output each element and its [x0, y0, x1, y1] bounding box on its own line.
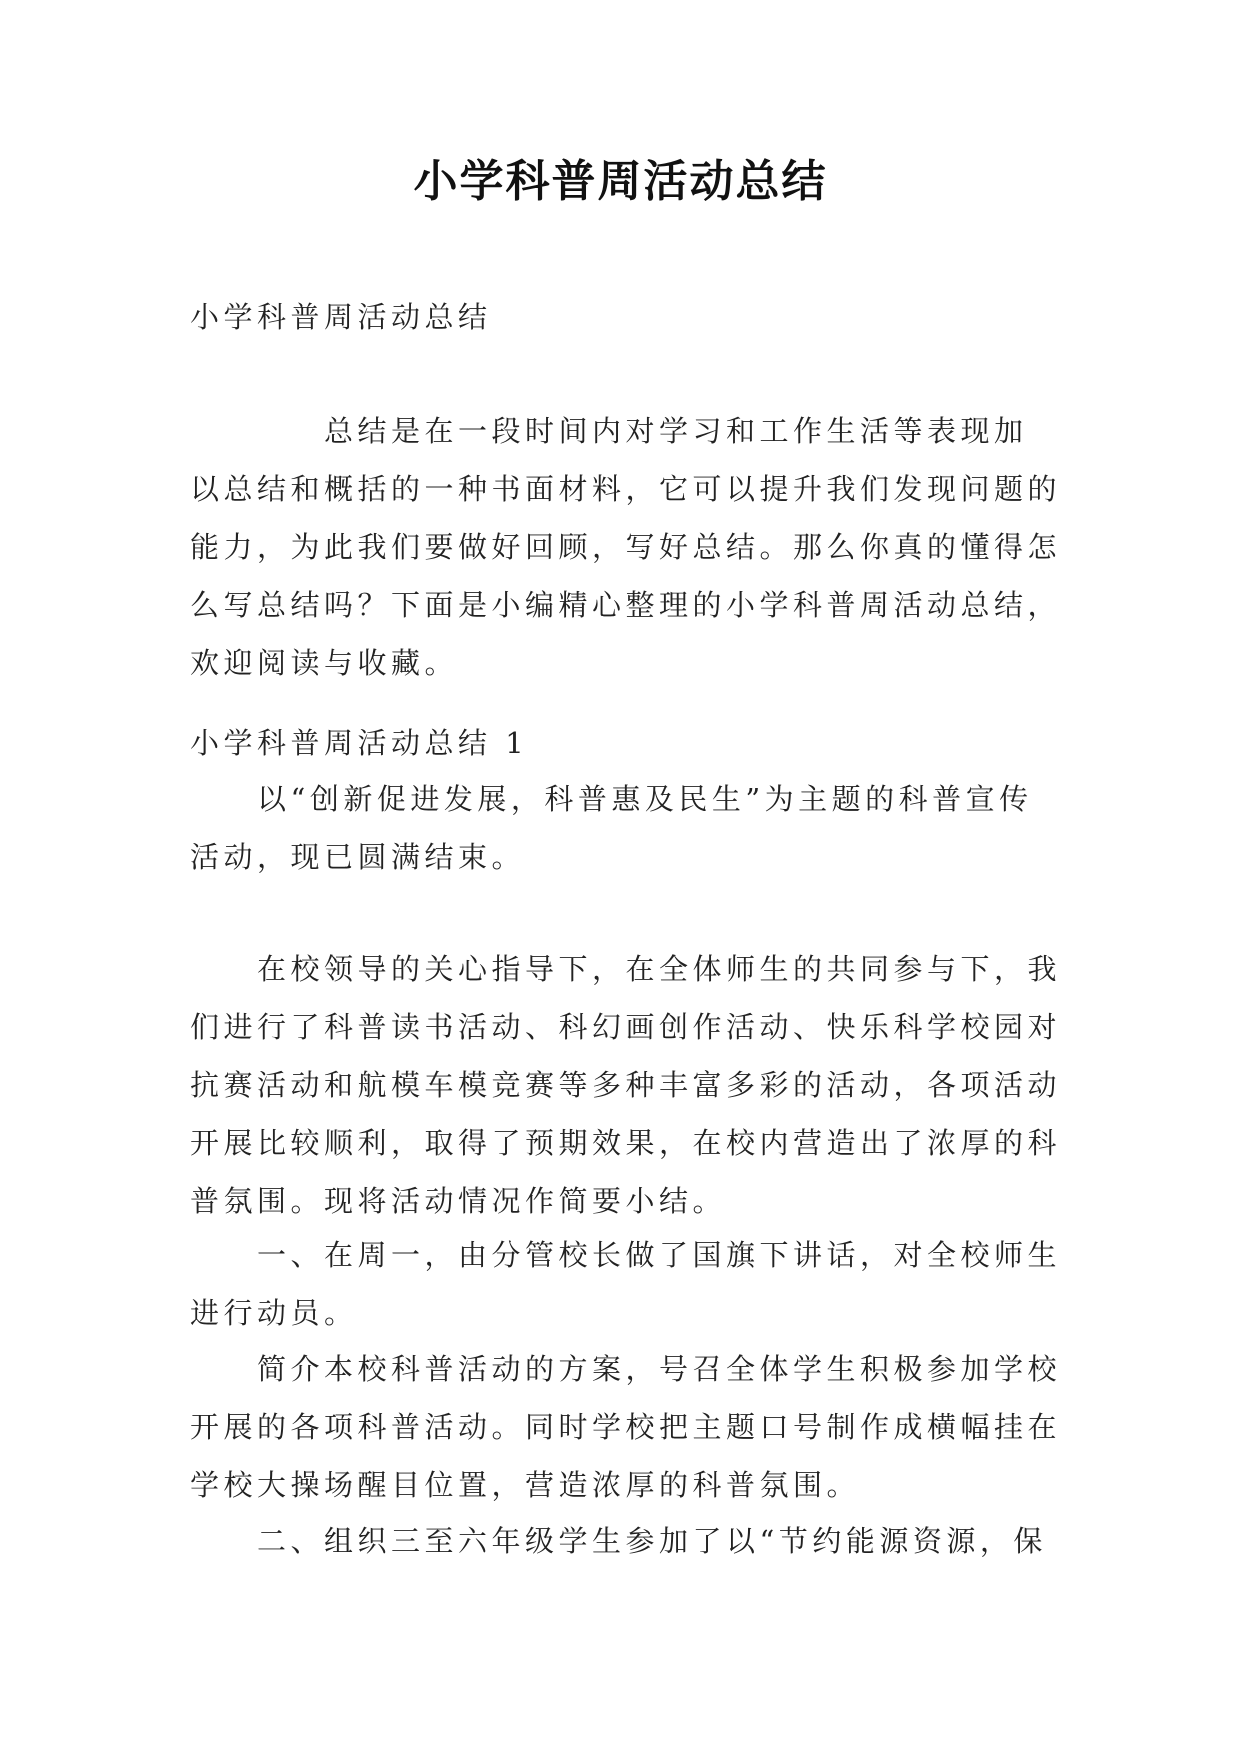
document-subtitle — [190, 288, 1050, 346]
paragraph-line: 开展比较顺利，取得了预期效果，在校内营造出了浓厚的科 — [190, 1126, 1062, 1160]
paragraph-line: 以“创新促进发展，科普惠及民生”为主题的科普宣传 — [190, 782, 1033, 816]
paragraph-line: 抗赛活动和航模车模竞赛等多种丰富多彩的活动，各项活动 — [190, 1068, 1062, 1102]
paragraph-5 — [190, 1512, 1050, 1570]
document-title: 小学科普周活动总结 — [413, 156, 828, 207]
paragraph-line: 活动，现已圆满结束。 — [190, 840, 526, 874]
intro-line: 以总结和概括的一种书面材料，它可以提升我们发现问题的 — [190, 472, 1062, 506]
intro-line: 么写总结吗？下面是小编精心整理的小学科普周活动总结， — [190, 588, 1062, 622]
paragraph-2 — [190, 940, 1062, 1230]
paragraph-3 — [190, 1226, 1062, 1342]
section-heading — [190, 714, 1050, 772]
paragraph-line: 们进行了科普读书活动、科幻画创作活动、快乐科学校园对 — [190, 1010, 1062, 1044]
paragraph-1 — [190, 770, 1050, 886]
paragraph-line: 简介本校科普活动的方案，号召全体学生积极参加学校 — [190, 1352, 1062, 1386]
intro-line: 能力，为此我们要做好回顾，写好总结。那么你真的懂得怎 — [190, 530, 1062, 564]
paragraph-line: 学校大操场醒目位置，营造浓厚的科普氛围。 — [190, 1468, 861, 1502]
paragraph-line: 在校领导的关心指导下，在全体师生的共同参与下，我 — [190, 952, 1062, 986]
paragraph-line: 一、在周一，由分管校长做了国旗下讲话，对全校师生 — [190, 1238, 1062, 1272]
paragraph-4 — [190, 1340, 1062, 1514]
intro-line: 欢迎阅读与收藏。 — [190, 646, 459, 680]
intro-paragraph — [190, 402, 1062, 692]
subtitle-line: 小学科普周活动总结 — [190, 300, 492, 334]
paragraph-line: 二、组织三至六年级学生参加了以“节约能源资源，保 — [190, 1524, 1047, 1558]
section-heading-line: 小学科普周活动总结 1 — [190, 726, 529, 760]
paragraph-line: 进行动员。 — [190, 1296, 358, 1330]
paragraph-line: 普氛围。现将活动情况作简要小结。 — [190, 1184, 727, 1218]
intro-line: 总结是在一段时间内对学习和工作生活等表现加 — [190, 414, 1028, 448]
paragraph-line: 开展的各项科普活动。同时学校把主题口号制作成横幅挂在 — [190, 1410, 1062, 1444]
